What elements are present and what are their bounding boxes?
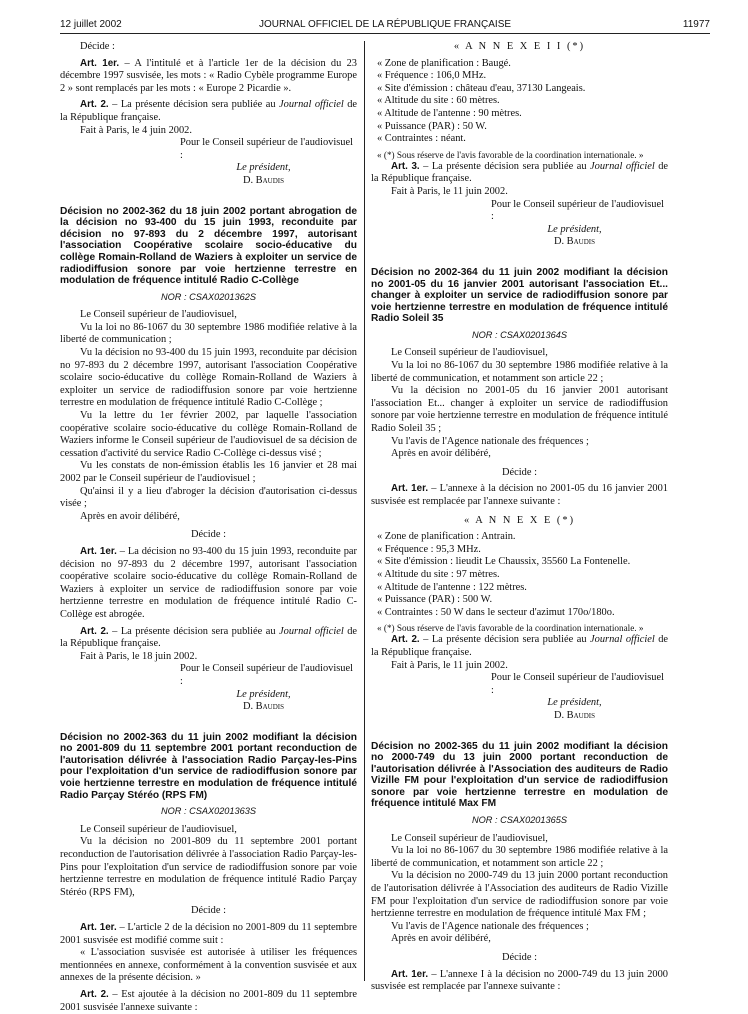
president-line: Le président, xyxy=(236,162,291,174)
decide-label: Décide : xyxy=(502,466,537,478)
page-header xyxy=(60,19,710,34)
decide-label: Décide : xyxy=(502,952,537,963)
fait-line: Fait à Paris, le 11 juin 2002. xyxy=(391,659,508,671)
annex-note: « (*) Sous réserve de l'avis favorable de la coordination internationale. » xyxy=(377,623,644,634)
right-column xyxy=(371,41,668,994)
header-page-number: 11977 xyxy=(682,19,710,30)
paragraph: Après en avoir délibéré, xyxy=(391,933,491,945)
article: Art. 1er. – La décision no 93-400 du 15 juin 1993, reconduite par décision no 97-893 du 2 décembre 1997, autorisant l'association coopérative scolaire socio-éducative du collège Romain-Rolland de Waziers à exploiter un service de radiodiffusion sonore par voie hertzienne terrestre en modulation de fréquence intitulé Radio C-Collège est abrogée. xyxy=(60,545,357,620)
annex-item: « Altitude de l'antenne : 90 mètres. xyxy=(377,107,522,119)
signature: D. Baudis xyxy=(553,236,596,248)
signature: D. Baudis xyxy=(553,709,596,721)
signature: D. Baudis xyxy=(242,174,285,186)
paragraph: Le Conseil supérieur de l'audiovisuel, xyxy=(391,832,548,844)
paragraph: Vu la décision no 2001-05 du 16 janvier 2001 autorisant l'association Et... changer à exploiter un service de radiodiffusion sonore par voie hertzienne terrestre en modulation de fréquence intitulé Radio Soleil 35 ; xyxy=(371,385,668,435)
paragraph: Vu la lettre du 1er février 2002, par laquelle l'association coopérative scolaire socio-éducative du collège Romain-Rolland de Waziers informe le Conseil supérieur de l'audiovisuel de sa décision de cessation d'activité du service Radio C-Collège ci-dessus visé ; xyxy=(60,410,357,459)
annex-item: « Site d'émission : lieudit Le Chaussix, 35560 La Fontenelle. xyxy=(377,556,631,568)
paragraph: Le Conseil supérieur de l'audiovisuel, xyxy=(391,347,548,359)
decision-title: Décision no 2002-363 du 11 juin 2002 modifiant la décision no 2001-809 du 11 septembre 2001 portant reconduction de l'autorisation délivrée à l'association Radio Parçay-les-Pins pour l'exploitation d'un service de radiodiffusion sonore par voie hertzienne terrestre en modulation de fréquence intitulé Radio Parçay Stéréo (RPS FM) xyxy=(60,731,357,801)
president-line: Le président, xyxy=(236,688,291,700)
fait-line: Fait à Paris, le 18 juin 2002. xyxy=(80,650,198,662)
annex-item: « Puissance (PAR) : 500 W. xyxy=(377,594,493,606)
paragraph: Après en avoir délibéré, xyxy=(80,510,180,522)
left-column xyxy=(60,41,357,1014)
annex-item: « Fréquence : 106,0 MHz. xyxy=(377,70,487,82)
column-separator xyxy=(364,41,365,981)
decide-label: Décide : xyxy=(191,905,226,917)
paragraph: Qu'ainsi il y a lieu d'abroger la décision d'autorisation ci-dessus visée ; xyxy=(60,485,357,510)
signatory-line: Pour le Conseil supérieur de l'audiovisuel : xyxy=(180,137,353,161)
paragraph: Vu la loi no 86-1067 du 30 septembre 1986 modifiée relative à la liberté de communication ; xyxy=(60,321,357,346)
annex-note: « (*) Sous réserve de l'avis favorable de la coordination internationale. » xyxy=(377,149,644,160)
article: Art. 1er. – L'article 2 de la décision no 2001-809 du 11 septembre 2001 susvisée est modifié comme suit : xyxy=(60,922,357,946)
annex-item: « Fréquence : 95,3 MHz. xyxy=(377,543,481,555)
signatory-line: Pour le Conseil supérieur de l'audiovisuel : xyxy=(491,198,664,223)
paragraph: Vu la décision no 2001-809 du 11 septembre 2001 portant reconduction de l'autorisation délivrée à l'association Radio Parçay-les-Pins pour l'exploitation d'un service de radiodiffusion sonore par voie hertzienne terrestre en modulation de fréquence intitulé Radio Parçay Stéréo (RPS FM), xyxy=(60,836,357,898)
signatory-line: Pour le Conseil supérieur de l'audiovisuel : xyxy=(491,672,664,696)
annex-item: « Site d'émission : château d'eau, 37130 Langeais. xyxy=(377,82,586,94)
paragraph: Le Conseil supérieur de l'audiovisuel, xyxy=(80,823,237,835)
article: Art. 2. – La présente décision sera publiée au Journal officiel de la République française. xyxy=(60,625,358,650)
decide-label: Décide : xyxy=(80,41,115,52)
signatory-line: Pour le Conseil supérieur de l'audiovisuel : xyxy=(180,663,353,687)
annex-title: « A N N E X E (*) xyxy=(463,514,576,526)
article: Art. 1er. – A l'intitulé et à l'article 1er de la décision du 23 décembre 1997 susvisée, les mots : « Radio Cybèle programme Europe 2 » sont remplacés par les mots : « Europe 2 Picardie ». xyxy=(60,57,357,94)
nor-reference: NOR : CSAX0201362S xyxy=(161,291,256,302)
decision-title: Décision no 2002-364 du 11 juin 2002 modifiant la décision no 2001-05 du 16 janvier 2001 autorisant l'association Et... changer à exploiter un service de radiodiffusion sonore par voie hertzienne terrestre en modulation de fréquence intitulé Radio Soleil 35 xyxy=(371,266,668,325)
annex-item: « Zone de planification : Antrain. xyxy=(377,531,516,543)
paragraph: Vu la décision no 2000-749 du 13 juin 2000 portant reconduction de l'autorisation délivrée à l'Association des auditeurs de Radio Vizille FM pour l'exploitation d'un service de radiodiffusion sonore par voie hertzienne terrestre en modulation de fréquence intitulé Max FM ; xyxy=(371,870,668,920)
fait-line: Fait à Paris, le 4 juin 2002. xyxy=(80,124,192,136)
annex-item: « Contraintes : 50 W dans le secteur d'azimut 170o/180o. xyxy=(377,606,615,618)
quoted-text: « L'association susvisée est autorisée à utiliser les fréquences mentionnées en annexe, conformément à la convention susvisée et aux annexes de la présente décision. » xyxy=(60,947,357,984)
annex-item: « Altitude du site : 60 mètres. xyxy=(377,95,500,107)
annex-item: « Contraintes : néant. xyxy=(377,133,466,145)
annex-item: « Zone de planification : Baugé. xyxy=(377,57,511,69)
annex-title: « A N N E X E I I (*) xyxy=(453,41,586,52)
president-line: Le président, xyxy=(547,223,602,235)
paragraph: Vu la décision no 93-400 du 15 juin 1993, reconduite par décision no 97-893 du 2 décembre 1997, autorisant l'association Coopérative scolaire socio-éducative du collège Romain-Rolland de Waziers à exploiter un service de radiodiffusion sonore par voie hertzienne terrestre en modulation de fréquence intitulé Radio C-Collège ; xyxy=(60,347,357,409)
decision-title: Décision no 2002-365 du 11 juin 2002 modifiant la décision no 2000-749 du 13 juin 2000 portant reconduction de l'autorisation délivrée à l'Association des auditeurs de Radio Vizille FM pour l'exploitation d'un service de radiodiffusion sonore par voie hertzienne terrestre en modulation de fréquence intitulé Max FM xyxy=(371,740,668,810)
article: Art. 1er. – L'annexe à la décision no 2001-05 du 16 janvier 2001 susvisée est remplacée par l'annexe suivante : xyxy=(371,483,668,507)
article: Art. 1er. – L'annexe I à la décision no 2000-749 du 13 juin 2000 susvisée est remplacée par l'annexe suivante : xyxy=(371,968,668,993)
decision-title: Décision no 2002-362 du 18 juin 2002 portant abrogation de la décision no 93-400 du 15 juin 1993, reconduite par décision no 97-893 du 2 décembre 1997, autorisant l'association Coopérative scolaire socio-éducative du collège Romain-Rolland de Waziers à exploiter un service de radiodiffusion sonore par voie hertzienne terrestre en modulation de fréquence intitulé Radio C-Collège xyxy=(60,205,357,287)
header-date: 12 juillet 2002 xyxy=(60,19,122,30)
paragraph: Vu la loi no 86-1067 du 30 septembre 1986 modifiée relative à la liberté de communication, et notamment son article 22 ; xyxy=(371,360,668,384)
paragraph: Le Conseil supérieur de l'audiovisuel, xyxy=(80,309,237,321)
paragraph: Vu l'avis de l'Agence nationale des fréquences ; xyxy=(391,435,589,447)
decide-label: Décide : xyxy=(191,529,226,541)
paragraph: Vu les constats de non-émission établis les 16 janvier et 28 mai 2002 par le Conseil supérieur de l'audiovisuel ; xyxy=(60,460,357,484)
annex-item: « Altitude du site : 97 mètres. xyxy=(377,568,500,580)
article: Art. 2. – La présente décision sera publiée au Journal officiel de la République française. xyxy=(371,634,669,658)
fait-line: Fait à Paris, le 11 juin 2002. xyxy=(391,185,508,197)
nor-reference: NOR : CSAX0201365S xyxy=(472,815,567,826)
article: Art. 2. – Est ajoutée à la décision no 2001-809 du 11 septembre 2001 susvisée l'annexe suivante : xyxy=(60,988,357,1013)
annex-item: « Puissance (PAR) : 50 W. xyxy=(377,120,487,132)
nor-reference: NOR : CSAX0201363S xyxy=(161,806,256,817)
paragraph: Après en avoir délibéré, xyxy=(391,448,491,460)
article: Art. 2. – La présente décision sera publiée au Journal officiel de la République française. xyxy=(60,99,358,123)
article: Art. 3. – La présente décision sera publiée au Journal officiel de la République française. xyxy=(371,160,669,185)
paragraph: Vu la loi no 86-1067 du 30 septembre 1986 modifiée relative à la liberté de communication, et notamment son article 22 ; xyxy=(371,845,668,869)
signature: D. Baudis xyxy=(242,701,285,713)
annex-item: « Altitude de l'antenne : 122 mètres. xyxy=(377,581,527,593)
paragraph: Vu l'avis de l'Agence nationale des fréquences ; xyxy=(391,920,589,932)
nor-reference: NOR : CSAX0201364S xyxy=(472,329,567,340)
header-title: JOURNAL OFFICIEL DE LA RÉPUBLIQUE FRANÇAISE xyxy=(258,19,512,30)
president-line: Le président, xyxy=(547,697,602,709)
